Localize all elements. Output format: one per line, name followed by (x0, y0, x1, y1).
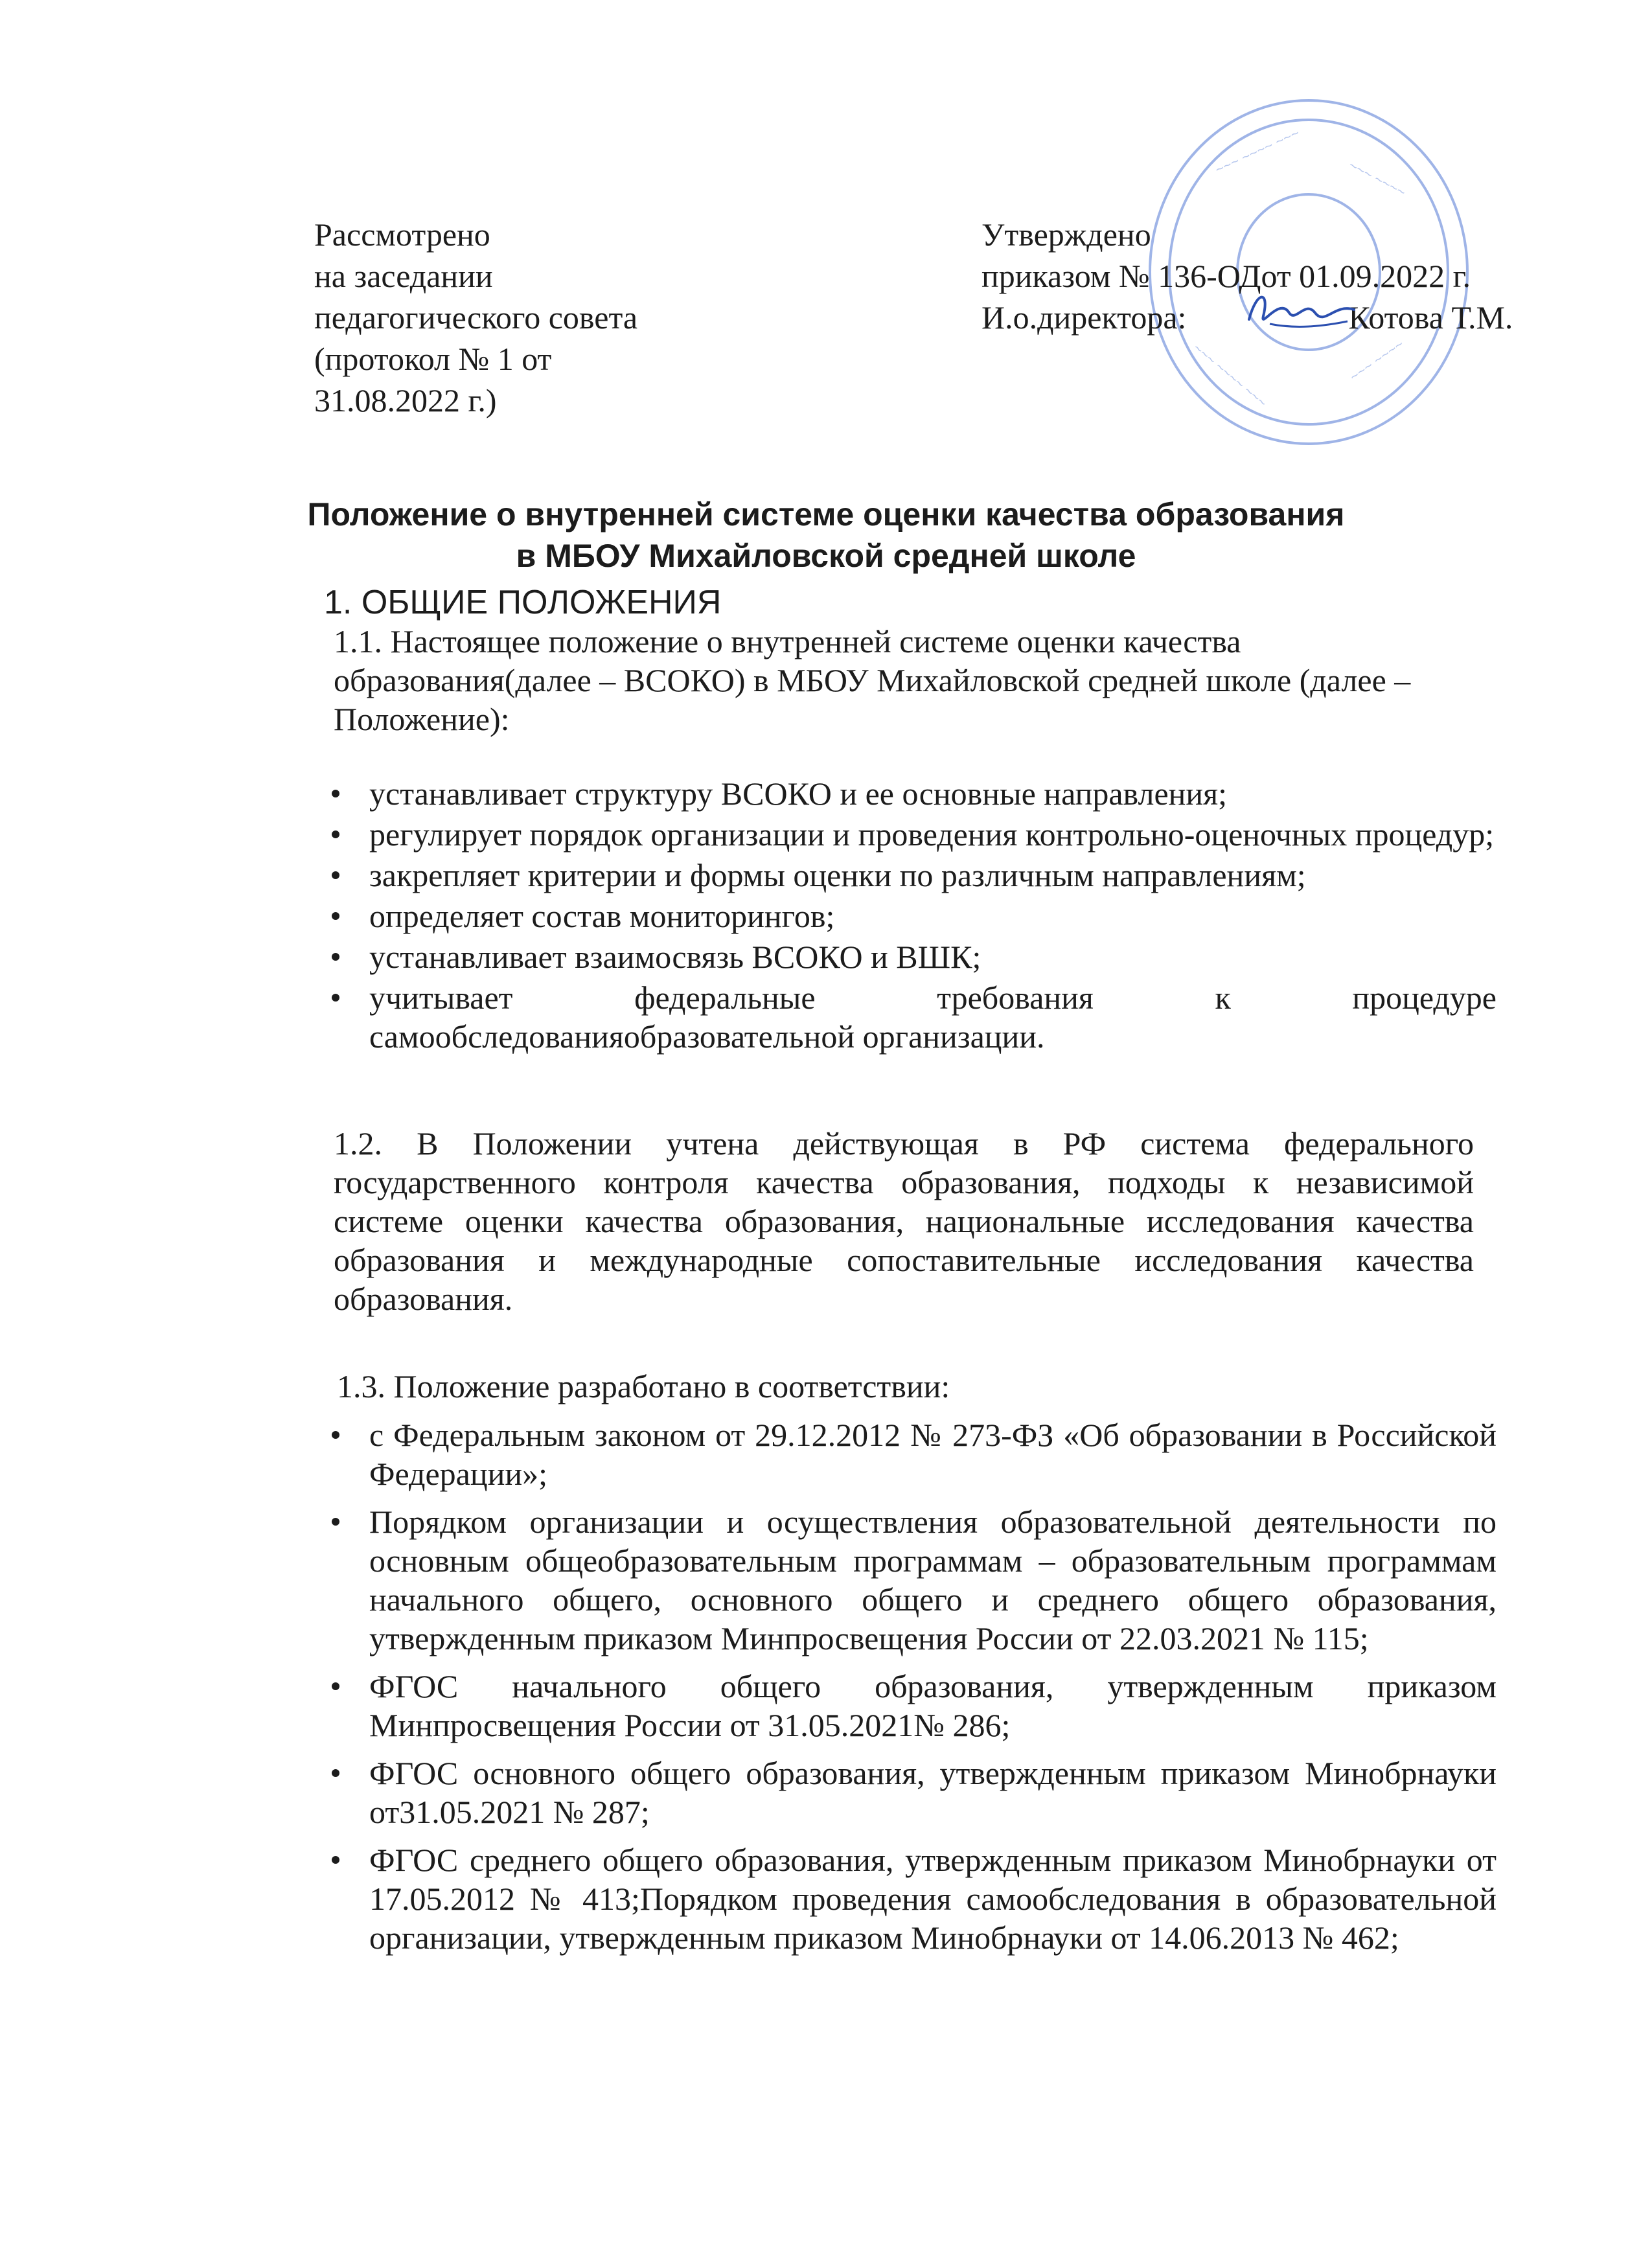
bullet-icon (332, 1769, 339, 1777)
bullet-icon (332, 1518, 339, 1526)
bullet-icon (332, 994, 339, 1002)
review-block (314, 214, 637, 421)
director-name: Котова Т.М. (1348, 299, 1513, 336)
list-item: ФГОС основного общего образования, утвержденным приказом Минобрнауки от31.05.2021 № 287; (324, 1754, 1497, 1831)
legal-basis-list (324, 1415, 1497, 1966)
list-item: устанавливает структуру ВСОКО и ее основные направления; (324, 774, 1497, 813)
approval-line: Утверждено (981, 216, 1151, 253)
title-line-2: в МБОУ Михайловской средней школе (516, 538, 1136, 574)
list-item: ФГОС начального общего образования, утвержденным приказом Минпросвещения России от 31.05.2021№ 286; (324, 1667, 1497, 1745)
director-label: И.о.директора: (981, 299, 1187, 336)
handwritten-signature (1244, 284, 1360, 336)
svg-text:~~~ ~~~~: ~~~ ~~~~ (1346, 157, 1409, 201)
bullet-icon (332, 912, 339, 920)
svg-text:~~~ ~~~~: ~~~ ~~~~ (1346, 336, 1407, 385)
paragraph-1-3: 1.3. Положение разработано в соответствии: (337, 1368, 950, 1404)
review-line: Рассмотрено (314, 216, 490, 253)
bullet-icon (332, 830, 339, 838)
list-item: определяет состав мониторингов; (324, 897, 1497, 935)
list-item: с Федеральным законом от 29.12.2012 № 273-ФЗ «Об образовании в Российской Федерации»; (324, 1415, 1497, 1493)
review-line: на заседании (314, 258, 493, 294)
document-title (0, 494, 1652, 577)
bullet-icon (332, 1856, 339, 1864)
bullet-icon (332, 953, 339, 961)
list-item: ФГОС среднего общего образования, утвержденным приказом Минобрнауки от 17.05.2012 № 413;Порядком проведения самообследования в образовательной организации, утвержденным приказом Минобрнауки от 14.06.2013 № 462; (324, 1840, 1497, 1957)
title-line-1: Положение о внутренней системе оценки качества образования (307, 496, 1345, 533)
review-line: 31.08.2022 г.) (314, 382, 497, 418)
svg-text:~~~ ~~~~ ~~~: ~~~ ~~~~ ~~~ (1189, 339, 1270, 411)
review-line: педагогического совета (314, 299, 638, 336)
approval-line: приказом № 136-ОДот 01.09.2022 г. (981, 258, 1471, 294)
bullet-icon (332, 1431, 339, 1439)
bullet-icon (332, 871, 339, 879)
list-item: регулирует порядок организации и проведения контрольно-оценочных процедур; (324, 815, 1497, 854)
paragraph-1-2: 1.2. В Положении учтена действующая в РФ система федерального государственного контроля качества образования, подходы к независимой системе оценки качества образования, национальные исследования качества образования и международные сопоставительные исследования качества образования. (334, 1125, 1474, 1317)
bullet-icon (332, 790, 339, 797)
review-line: (протокол № 1 от (314, 341, 552, 377)
svg-text:~~~ ~~~~ ~~~: ~~~ ~~~~ ~~~ (1212, 124, 1302, 178)
list-item: устанавливает взаимосвязь ВСОКО и ВШК; (324, 937, 1497, 976)
list-item: Порядком организации и осуществления образовательной деятельности по основным общеобразовательным программам – образовательным программам начального общего, основного общего и среднего общего образования, утвержденным приказом Минпросвещения России от 22.03.2021 № 115; (324, 1502, 1497, 1658)
paragraph-1-1: 1.1. Настоящее положение о внутренней системе оценки качества образования(далее – ВСОКО) в МБОУ Михайловской средней школе (далее – Положение): (334, 623, 1411, 737)
list-item: учитывает федеральные требования к процедуре самообследованияобразовательной организации. (324, 978, 1497, 1056)
purpose-list (324, 774, 1497, 1058)
list-item: закрепляет критерии и формы оценки по различным направлениям; (324, 856, 1497, 895)
section-heading: 1. ОБЩИЕ ПОЛОЖЕНИЯ (324, 584, 722, 621)
bullet-icon (332, 1682, 339, 1690)
